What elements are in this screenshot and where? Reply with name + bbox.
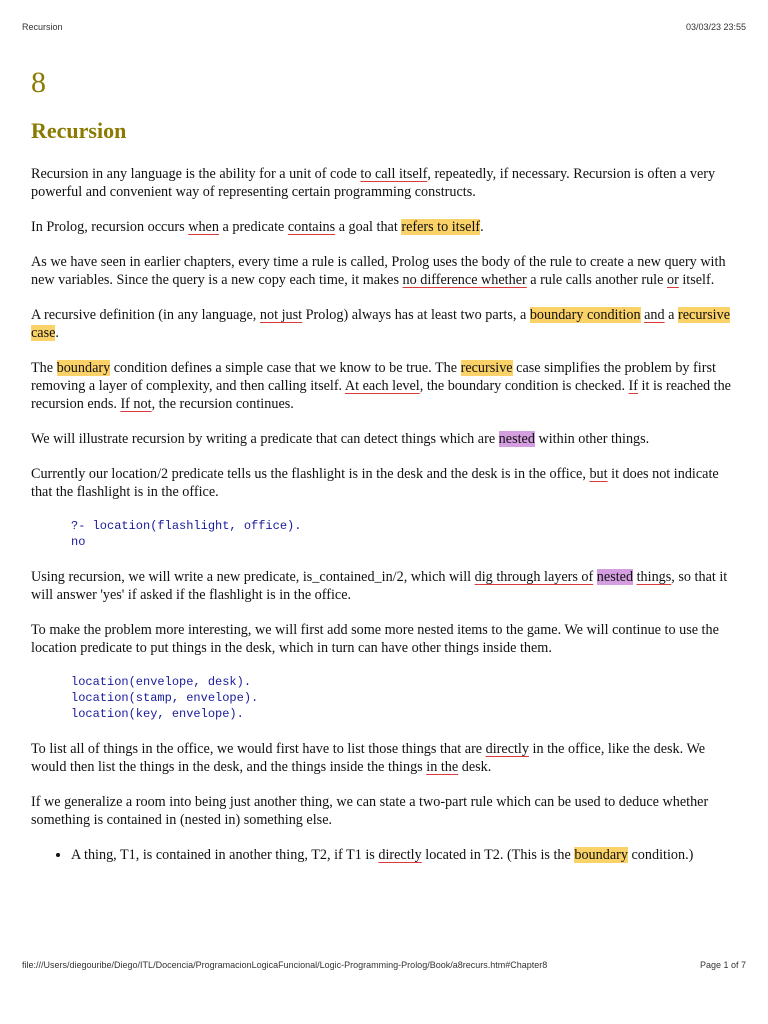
underline-mark: At each level: [344, 378, 420, 394]
code-block-facts: location(envelope, desk). location(stamp, envelope). location(key, envelope).: [71, 675, 259, 721]
underline-mark: to call itself: [360, 166, 428, 182]
underline-mark: directly: [485, 741, 529, 757]
text: The: [31, 360, 57, 376]
underline-mark: directly: [378, 847, 422, 863]
underline-mark: If not: [120, 396, 152, 412]
paragraph-1: [31, 165, 741, 201]
highlight-mark: boundary: [574, 847, 628, 863]
paragraph-9: [31, 621, 741, 657]
underline-mark: in the: [426, 759, 459, 775]
chapter-title: Recursion: [31, 118, 127, 143]
paragraph-3: [31, 253, 741, 289]
text: If we generalize a room into being just another thing, we can state a two-part rule which can be used to deduce whether something is contained in (nested in) something else.: [31, 794, 709, 828]
text: To list all of things in the office, we would first have to list those things that are: [31, 741, 486, 757]
paragraph-2: [31, 218, 741, 236]
underline-mark: when: [188, 219, 219, 235]
text: it does not indicate that the flashlight is in the office.: [31, 466, 719, 500]
text: Currently our location/2 predicate tells us the flashlight is in the desk and the desk is in the office,: [31, 466, 590, 482]
highlight-mark: recursive: [460, 360, 513, 376]
highlight-mark: nested: [498, 431, 535, 447]
paragraph-7: [31, 465, 741, 501]
underline-mark: not just: [259, 307, 303, 323]
text: condition.): [627, 847, 694, 863]
chapter-number: 8: [31, 66, 46, 99]
text: , repeatedly, if necessary. Recursion is often a very powerful and convenient way of representing certain programming constructs.: [31, 166, 716, 200]
footer-path: file:///Users/diegouribe/Diego/ITL/Docencia/ProgramacionLogicaFuncional/Logic-Programming-Prolog/Book/a8recurs.htm#Chapter8: [22, 960, 548, 970]
code-block-query: ?- location(flashlight, office). no: [71, 519, 302, 549]
paragraph-6: [31, 430, 741, 448]
underline-mark: and: [644, 307, 665, 323]
highlight-mark: boundary condition: [529, 307, 641, 323]
text: A thing, T1, is contained in another thing, T2, if T1 is: [71, 847, 379, 863]
list-item: [71, 846, 741, 864]
underline-mark: but: [589, 466, 608, 482]
header-title: Recursion: [22, 22, 63, 32]
text: In Prolog, recursion occurs: [31, 219, 189, 235]
text: it is reached the recursion ends.: [31, 378, 731, 412]
text: , the recursion continues.: [151, 396, 294, 412]
text: itself.: [678, 272, 715, 288]
underline-mark: contains: [287, 219, 336, 235]
text: a goal that: [335, 219, 402, 235]
underline-mark: things: [636, 569, 672, 585]
text: condition defines a simple case that we know to be true. The: [110, 360, 461, 376]
highlight-mark: recursive case: [31, 307, 731, 341]
text: within other things.: [534, 431, 650, 447]
text: desk.: [458, 759, 492, 775]
text: Using recursion, we will write a new predicate, is_contained_in/2, which will: [31, 569, 475, 585]
text: in the office, like the desk. We would then list the things in the desk, and the things inside the things: [31, 741, 706, 775]
highlight-mark: nested: [596, 569, 634, 585]
text: Recursion in any language is the ability for a unit of code: [31, 166, 361, 182]
highlight-mark: boundary: [56, 360, 111, 376]
text: located in T2. (This is the: [421, 847, 575, 863]
text: .: [55, 325, 59, 341]
page-content: [31, 66, 741, 864]
footer-page-number: Page 1 of 7: [699, 960, 746, 970]
text: To make the problem more interesting, we will first add some more nested items to the game. We will continue to use the location predicate to put things in the desk, which in turn can have other things inside them.: [31, 622, 719, 656]
text: Prolog) always has at least two parts, a: [302, 307, 530, 323]
paragraph-8: [31, 568, 741, 604]
rule-list: [31, 846, 741, 864]
header-datetime: 03/03/23 23:55: [685, 22, 746, 32]
text: As we have seen in earlier chapters, every time a rule is called, Prolog uses the body of the rule to create a new query with new variables. Since the query is a new copy each time, it makes: [31, 254, 726, 288]
underline-mark: or: [666, 272, 679, 288]
underline-mark: dig through layers of: [474, 569, 594, 585]
paragraph-11: [31, 793, 741, 829]
text: a rule calls another rule: [526, 272, 667, 288]
text: , the boundary condition is checked.: [419, 378, 629, 394]
paragraph-5: [31, 359, 741, 413]
text: a predicate: [218, 219, 288, 235]
text: A recursive definition (in any language,: [31, 307, 260, 323]
text: .: [480, 219, 484, 235]
text: case simplifies the problem by first removing a layer of complexity, and then calling itself.: [31, 360, 716, 394]
text: We will illustrate recursion by writing a predicate that can detect things which are: [31, 431, 499, 447]
highlight-mark: refers to itself: [401, 219, 481, 235]
paragraph-4: [31, 306, 741, 342]
paragraph-10: [31, 740, 741, 776]
text: , so that it will answer 'yes' if asked if the flashlight is in the office.: [31, 569, 728, 603]
underline-mark: If: [628, 378, 638, 394]
underline-mark: no difference whether: [402, 272, 527, 288]
text: a: [664, 307, 679, 323]
